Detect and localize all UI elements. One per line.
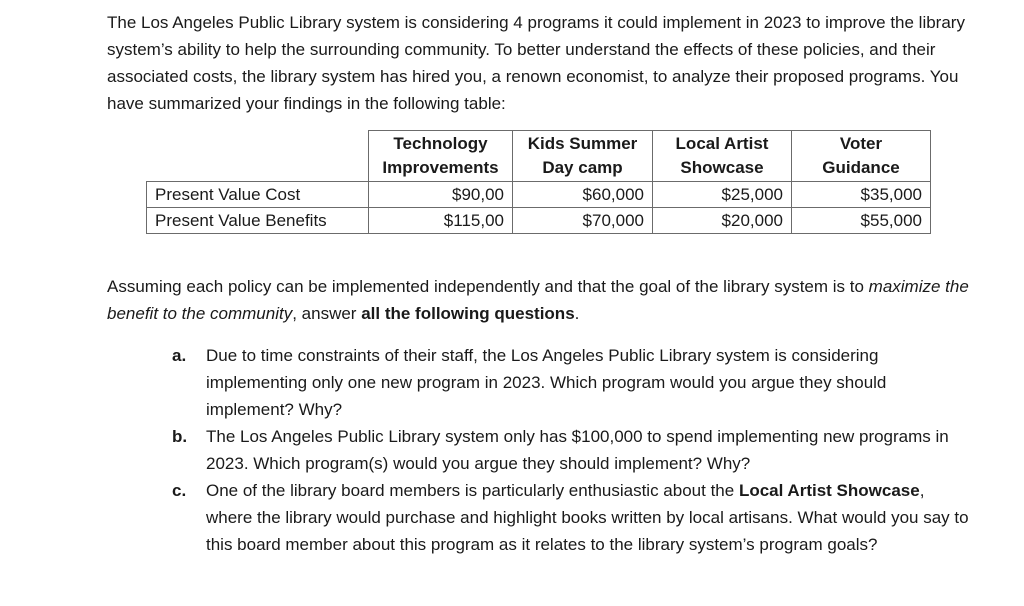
assumption-italic-goal: maximize the benefit to the community [107,277,969,323]
table-cell: $70,000 [513,208,653,234]
question-b [172,423,972,477]
question-list [172,342,972,558]
header-kids-summer-day-camp [513,131,653,182]
table-cell: $25,000 [653,182,792,208]
row-label: Present Value Benefits [147,208,369,234]
table-header-row [147,131,931,182]
header-voter-guidance [792,131,931,182]
table-cell: $115,00 [369,208,513,234]
header-line: Guidance [822,158,900,177]
table-cell: $35,000 [792,182,931,208]
assumption-text: . [574,304,580,323]
header-line: Showcase [680,158,764,177]
intro-paragraph: The Los Angeles Public Library system is considering 4 programs it could implement in 2023 to improve the library system’s ability to help the surrounding community. To better understand the effects of these policies, and their associated costs, the library system has hired you, a renown economist, to analyze their proposed programs. You have summarized your findings in the following table: [107,13,965,113]
assumption-paragraph [107,273,987,327]
question-text: , where the library would purchase and highlight books written by local artisans. What would you say to this board member about this program as it relates to the library system’s program goals? [206,481,969,554]
assumption-text: , answer [292,304,362,323]
question-text: Due to time constraints of their staff, the Los Angeles Public Library system is considering implementing only one new program in 2023. Which program would you argue they should implement? Why? [206,346,887,419]
header-line: Voter [839,134,883,153]
table-cell: $60,000 [513,182,653,208]
question-text: The Los Angeles Public Library system only has $100,000 to spend implementing new programs in 2023. Which program(s) would you argue they should implement? Why? [206,427,949,473]
table-cell: $20,000 [653,208,792,234]
question-bold-program: Local Artist Showcase [738,481,920,500]
assumption-text: Assuming each policy can be implemented independently and that the goal of the library system is to [107,277,869,296]
row-label: Present Value Cost [147,182,369,208]
header-technology-improvements [369,131,513,182]
header-line: Local Artist [675,134,769,153]
header-line: Technology [393,134,488,153]
table-row-present-value-benefits [147,208,931,234]
table-cell: $55,000 [792,208,931,234]
header-local-artist-showcase [653,131,792,182]
question-text: One of the library board members is particularly enthusiastic about the [206,481,739,500]
table-corner-cell [147,131,369,182]
question-marker: c. [172,481,187,500]
table-row-present-value-cost [147,182,931,208]
question-marker: b. [172,427,188,446]
question-c [172,477,972,558]
findings-table [146,130,931,234]
question-marker: a. [172,346,187,365]
header-line: Improvements [382,158,499,177]
assumption-bold-instruction: all the following questions [361,304,575,323]
header-line: Day camp [542,158,623,177]
question-a [172,342,972,423]
header-line: Kids Summer [527,134,638,153]
table-cell: $90,00 [369,182,513,208]
